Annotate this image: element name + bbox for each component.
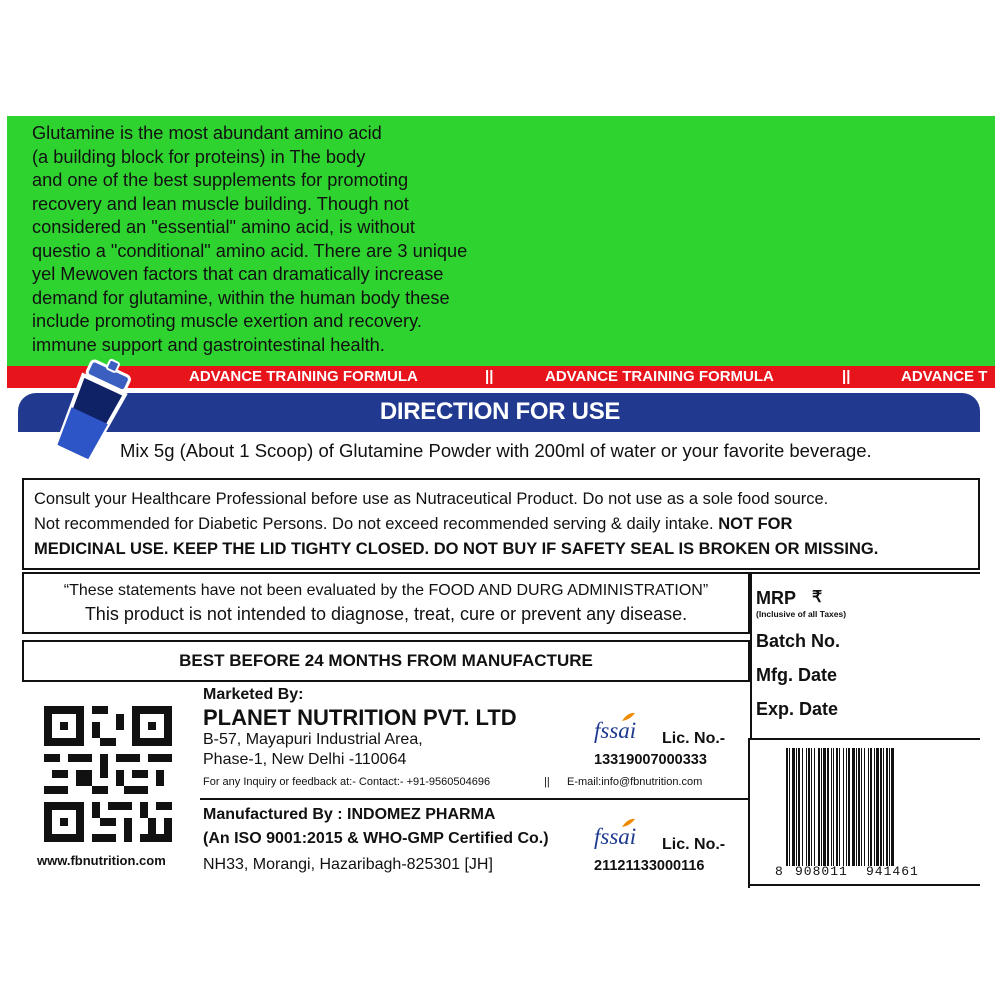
manufacturer-address: NH33, Morangi, Hazaribagh-825301 [JH] [203,856,493,873]
barcode-digit: 8 [775,864,783,879]
marketer-name: PLANET NUTRITION PVT. LTD [203,705,517,730]
description-line: include promoting muscle exertion and recovery. [32,311,422,331]
manufacturer-lic-number: 21121133000116 [594,858,705,874]
warning-box [22,478,980,570]
batch-label: Batch No. [756,631,841,651]
tax-note: (Inclusive of all Taxes) [756,609,847,619]
fda-line: “These statements have not been evaluated by the FOOD AND DURG ADMINISTRATION” [63,582,709,599]
manufacturer-cert: (An ISO 9001:2015 & WHO-GMP Certified Co.) [203,830,549,847]
direction-title: DIRECTION FOR USE [379,398,621,425]
fssai-leaf-icon [620,712,636,722]
marketer-address: Phase-1, New Delhi -110064 [203,751,407,768]
formula-label: ADVANCE TRAINING FORMULA [545,368,774,385]
description-line: questio a "conditional" amino acid. There are 3 unique [32,240,468,261]
manufacturer-label: Manufactured By : INDOMEZ PHARMA [203,806,496,823]
description-line: demand for glutamine, within the human body these [32,287,450,308]
warning-bold-text: NOT FOR [718,515,793,533]
fssai-leaf-icon [620,818,636,828]
warning-line: Consult your Healthcare Professional before use as Nutraceutical Product. Do not use as a sole food source. [34,490,829,508]
description-line: Glutamine is the most abundant amino acid [32,123,382,143]
barcode-digits: 908011 [795,864,848,879]
marketer-lic-label: Lic. No.- [662,730,726,747]
warning-text: Not recommended for Diabetic Persons. Do not exceed recommended serving & daily intake. [34,515,714,533]
best-before-text: BEST BEFORE 24 MONTHS FROM MANUFACTURE [179,651,593,670]
mrp-label: MRP [756,588,796,608]
description-line: immune support and gastrointestinal health. [32,334,385,355]
warning-line [34,515,792,534]
price-batch-box [750,572,980,740]
barcode-digits: 941461 [866,864,919,879]
mfg-date-label: Mfg. Date [756,665,837,685]
marketer-contact: For any Inquiry or feedback at:- Contact:- +91-9560504696 [203,776,491,788]
formula-label: ADVANCE T [901,368,988,385]
description-line: considered an "essential" amino acid, is without [32,217,415,237]
exp-date-label: Exp. Date [756,699,839,719]
marketer-email: E-mail:info@fbnutrition.com [567,776,703,788]
marketer-label: Marketed By: [203,686,304,703]
fda-disclaimer [22,572,750,634]
warning-line: MEDICINAL USE. KEEP THE LID TIGHTY CLOSED. DO NOT BUY IF SAFETY SEAL IS BROKEN OR MISSING. [34,540,879,558]
formula-label: ADVANCE TRAINING FORMULA [189,368,418,385]
section-divider [200,798,750,800]
contact-separator: || [544,776,550,788]
formula-separator: || [485,368,494,385]
manufacturer-lic-label: Lic. No.- [662,836,726,853]
formula-separator: || [842,368,851,385]
description-line: (a building block for proteins) in The body [32,146,366,167]
fda-line: This product is not intended to diagnose, treat, cure or prevent any disease. [84,604,688,624]
description-line: recovery and lean muscle building. Though not [32,193,409,214]
rupee-symbol: ₹ [812,589,823,606]
best-before-box [22,640,750,682]
formula-band [7,366,995,388]
fssai-logo-icon: fssai [594,824,637,849]
fssai-logo-icon: fssai [594,718,637,743]
direction-text: Mix 5g (About 1 Scoop) of Glutamine Powder with 200ml of water or your favorite beverage. [120,440,872,461]
section-divider [748,738,750,888]
qr-code-icon[interactable] [44,706,172,842]
description-line: and one of the best supplements for promoting [32,170,409,190]
marketer-lic-number: 13319007000333 [594,752,707,768]
section-divider [750,884,980,886]
website-link[interactable]: www.fbnutrition.com [37,853,166,868]
product-description [32,122,532,357]
description-line: yel Mewoven factors that can dramatically increase [32,264,444,284]
marketer-address: B-57, Mayapuri Industrial Area, [203,731,423,748]
barcode-icon [786,748,936,866]
